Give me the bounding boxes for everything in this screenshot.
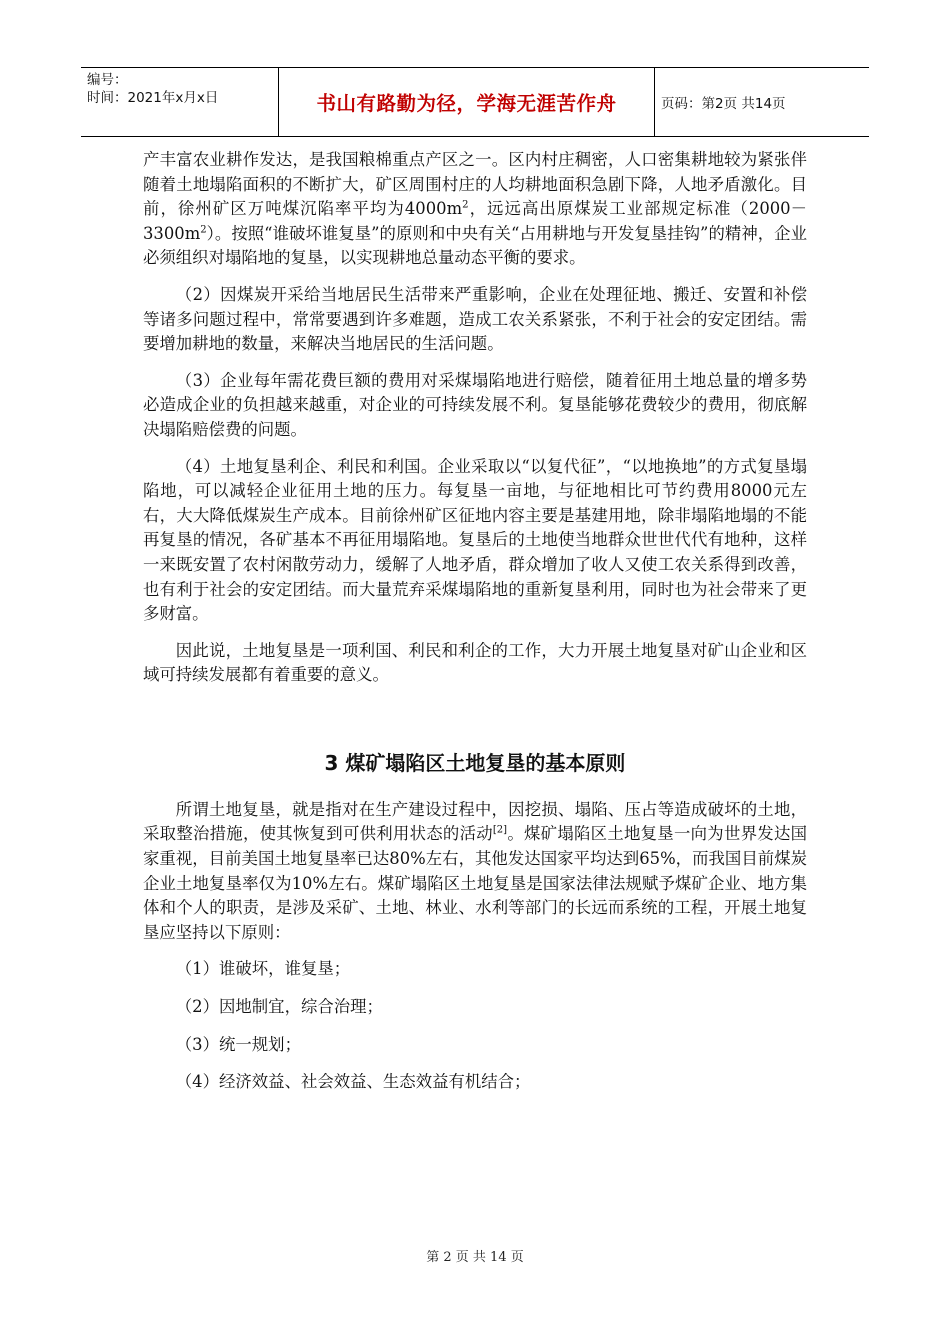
page-footer: 第 2 页 共 14 页: [426, 1250, 524, 1265]
header-page-info: 页码：第2页 共14页: [661, 96, 786, 112]
paragraph-5: 因此说，土地复垦是一项利国、利民和利企的工作，大力开展土地复垦对矿山企业和区域可持续发展都有着重要的意义。: [143, 640, 807, 685]
principle-item: （1）谁破坏，谁复垦；: [175, 959, 351, 979]
header-motto: 书山有路勤为径，学海无涯苦作舟: [279, 68, 655, 136]
paragraph-2: （2）因煤炭开采给当地居民生活带来严重影响，企业在处理征地、搬迁、安置和补偿等诸多问题过程中，常常要遇到许多难题，造成工农关系紧张，不利于社会的安定团结。需要增加耕地的数量，来解决当地居民的生活问题。: [143, 284, 807, 354]
section-heading: 3 煤矿塌陷区土地复垦的基本原则: [324, 750, 626, 775]
document-body: [143, 148, 807, 1108]
paragraph-4: （4）土地复垦利企、利民和利国。企业采取以“以复代征”，“以地换地”的方式复垦塌陷地，可以减轻企业征用土地的压力。每复垦一亩地，与征地相比可节约费用8000元左右，大大降低煤炭生产成本。目前徐州矿区征地内容主要是基建用地，除非塌陷地塌的不能再复垦的情况，各矿基本不再征用塌陷地。复垦后的土地使当地群众世世代代有地种，这样一来既安置了农村闲散劳动力，缓解了人地矛盾，群众增加了收人又使工农关系得到改善，也有利于社会的安定团结。而大量荒弃采煤塌陷地的重新复垦利用，同时也为社会带来了更多财富。: [143, 456, 807, 624]
principle-item: （4）经济效益、社会效益、生态效益有机结合；: [175, 1072, 531, 1092]
paragraph-1: 产丰富农业耕作发达，是我国粮棉重点产区之一。区内村庄稠密，人口密集耕地较为紧张伴随着土地塌陷面积的不断扩大，矿区周围村庄的人均耕地面积急剧下降，人地矛盾激化。目前，徐州矿区万吨煤沉陷率平均为$4000m^2$，远远高出原煤炭工业部规定标准$(2000-3300m^2)$。按照“谁破坏谁复垦”的原则和中央有关“占用耕地与开发复垦挂钩”的精神，企业必须组织对塌陷地的复垦，以实现耕地总量动态平衡的要求。: [143, 150, 807, 268]
principle-item: （2）因地制宜，综合治理；: [175, 997, 383, 1017]
principle-item: （3）统一规划；: [175, 1034, 301, 1054]
page-header: [81, 67, 869, 137]
paragraph-3: （3）企业每年需花费巨额的费用对采煤塌陷地进行赔偿，随着征用土地总量的增多势必造成企业的负担越来越重，对企业的可持续发展不利。复垦能够花费较少的费用，彻底解决塌陷赔偿费的问题。: [143, 370, 807, 439]
document-date: 时间：2021年x月x日: [87, 90, 219, 106]
citation-ref[interactable]: [2]: [492, 825, 508, 836]
header-meta: [81, 68, 279, 136]
paragraph-6: 所谓土地复垦，就是指对在生产建设过程中，因挖损、塌陷、压占等造成破坏的土地，采取整治措施，使其恢复到可供利用状态的活动[2]。煤矿塌陷区土地复垦一向为世界发达国家重视，目前美国土地复垦率已达80%左右，其他发达国家平均达到65%，而我国目前煤炭企业土地复垦率仅为10%左右。煤矿塌陷区土地复垦是国家法律法规赋予煤矿企业、地方集体和个人的职责，是涉及采矿、土地、林业、水利等部门的长远而系统的工程，开展土地复垦应坚持以下原则：: [143, 799, 807, 942]
document-number-label: 编号：: [87, 72, 128, 88]
